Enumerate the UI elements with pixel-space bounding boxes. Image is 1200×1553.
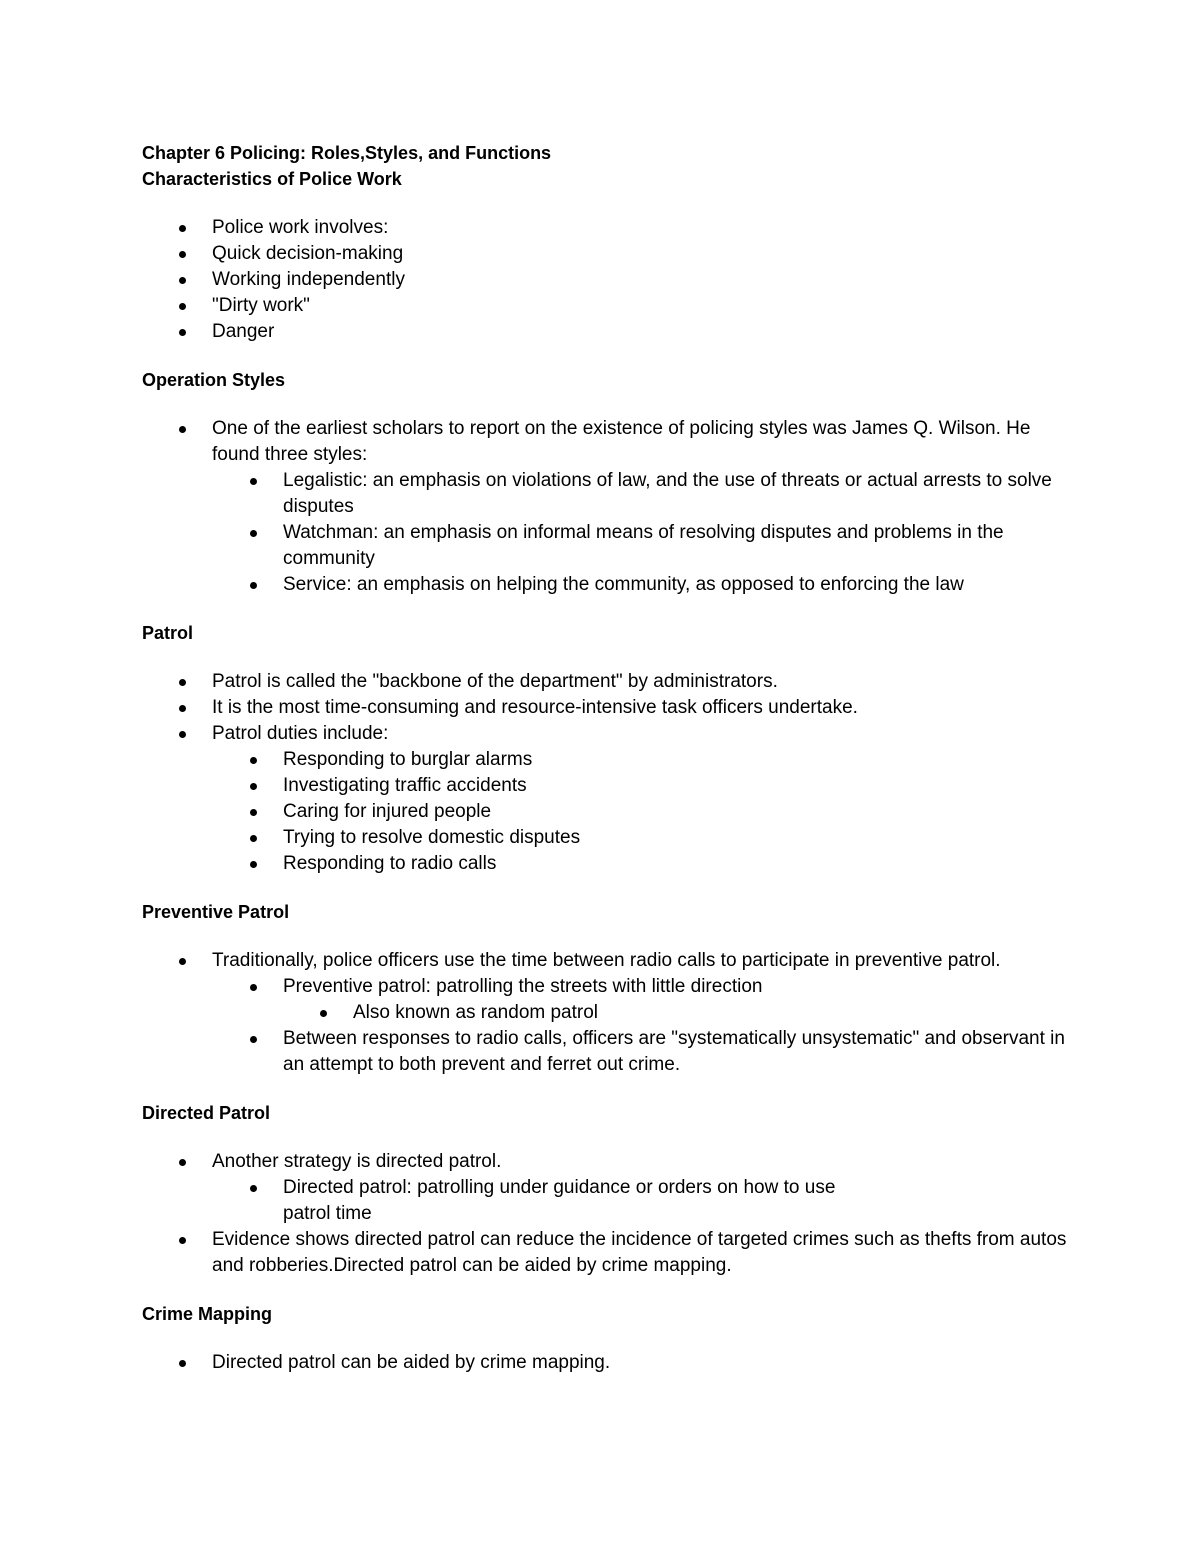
bullet-icon: [179, 731, 186, 738]
list-item: Traditionally, police officers use the time between radio calls to participate in preventive patrol.: [142, 948, 1072, 974]
bullet-icon: [179, 225, 186, 232]
directed-patrol-list: [142, 1149, 1072, 1279]
list-item: Legalistic: an emphasis on violations of law, and the use of threats or actual arrests to solve disputes: [142, 468, 1072, 520]
list-item: Between responses to radio calls, officers are "systematically unsystematic" and observant in an attempt to both prevent and ferret out crime.: [142, 1026, 1072, 1078]
section-title-patrol: Patrol: [142, 623, 194, 643]
crime-mapping-list: [142, 1350, 1072, 1376]
list-item: Watchman: an emphasis on informal means of resolving disputes and problems in the community: [142, 520, 1072, 572]
bullet-icon: [179, 303, 186, 310]
list-item: Responding to radio calls: [142, 851, 1072, 877]
list-item: It is the most time-consuming and resource-intensive task officers undertake.: [142, 695, 1072, 721]
bullet-icon: [179, 277, 186, 284]
characteristics-list: [142, 215, 1072, 345]
bullet-icon: [250, 783, 257, 790]
list-item: Directed patrol can be aided by crime mapping.: [142, 1350, 1072, 1376]
bullet-icon: [250, 1036, 257, 1043]
bullet-icon: [250, 1185, 257, 1192]
list-item: Caring for injured people: [142, 799, 1072, 825]
bullet-icon: [320, 1010, 327, 1017]
list-item: Patrol duties include:: [142, 721, 1072, 747]
bullet-icon: [179, 1360, 186, 1367]
section-title-characteristics: Characteristics of Police Work: [142, 169, 402, 189]
bullet-icon: [179, 251, 186, 258]
bullet-icon: [179, 426, 186, 433]
bullet-icon: [250, 757, 257, 764]
list-item: Investigating traffic accidents: [142, 773, 1072, 799]
list-item: One of the earliest scholars to report on the existence of policing styles was James Q. Wilson. He found three styles:: [142, 416, 1072, 468]
bullet-icon: [179, 329, 186, 336]
list-item: Responding to burglar alarms: [142, 747, 1072, 773]
list-item: Evidence shows directed patrol can reduce the incidence of targeted crimes such as thefts from autos and robberies.Directed patrol can be aided by crime mapping.: [142, 1227, 1072, 1279]
bullet-icon: [179, 1159, 186, 1166]
bullet-icon: [179, 1237, 186, 1244]
list-item: Another strategy is directed patrol.: [142, 1149, 1072, 1175]
section-title-operation-styles: Operation Styles: [142, 370, 286, 390]
list-item: Trying to resolve domestic disputes: [142, 825, 1072, 851]
bullet-icon: [179, 958, 186, 965]
bullet-icon: [250, 530, 257, 537]
bullet-icon: [250, 835, 257, 842]
section-title-directed-patrol: Directed Patrol: [142, 1103, 271, 1123]
bullet-icon: [250, 478, 257, 485]
bullet-icon: [179, 679, 186, 686]
section-title-preventive-patrol: Preventive Patrol: [142, 902, 290, 922]
section-title-crime-mapping: Crime Mapping: [142, 1304, 273, 1324]
list-item: Service: an emphasis on helping the community, as opposed to enforcing the law: [142, 572, 1072, 598]
bullet-icon: [250, 809, 257, 816]
bullet-icon: [250, 861, 257, 868]
list-item: Quick decision-making: [142, 241, 1072, 267]
chapter-title: Chapter 6 Policing: Roles,Styles, and Functions: [142, 143, 552, 163]
list-item: Patrol is called the "backbone of the department" by administrators.: [142, 669, 1072, 695]
patrol-list: [142, 669, 1072, 877]
list-item: Also known as random patrol: [142, 1000, 1072, 1026]
list-item: Preventive patrol: patrolling the streets with little direction: [142, 974, 1072, 1000]
preventive-patrol-list: [142, 948, 1072, 1078]
list-item: Working independently: [142, 267, 1072, 293]
operation-styles-list: [142, 416, 1072, 598]
list-item: Directed patrol: patrolling under guidance or orders on how to use patrol time: [142, 1175, 1072, 1227]
list-item: Police work involves:: [142, 215, 1072, 241]
bullet-icon: [179, 705, 186, 712]
list-item: Danger: [142, 319, 1072, 345]
bullet-icon: [250, 582, 257, 589]
bullet-icon: [250, 984, 257, 991]
list-item: "Dirty work": [142, 293, 1072, 319]
document-content: [142, 140, 1072, 1376]
